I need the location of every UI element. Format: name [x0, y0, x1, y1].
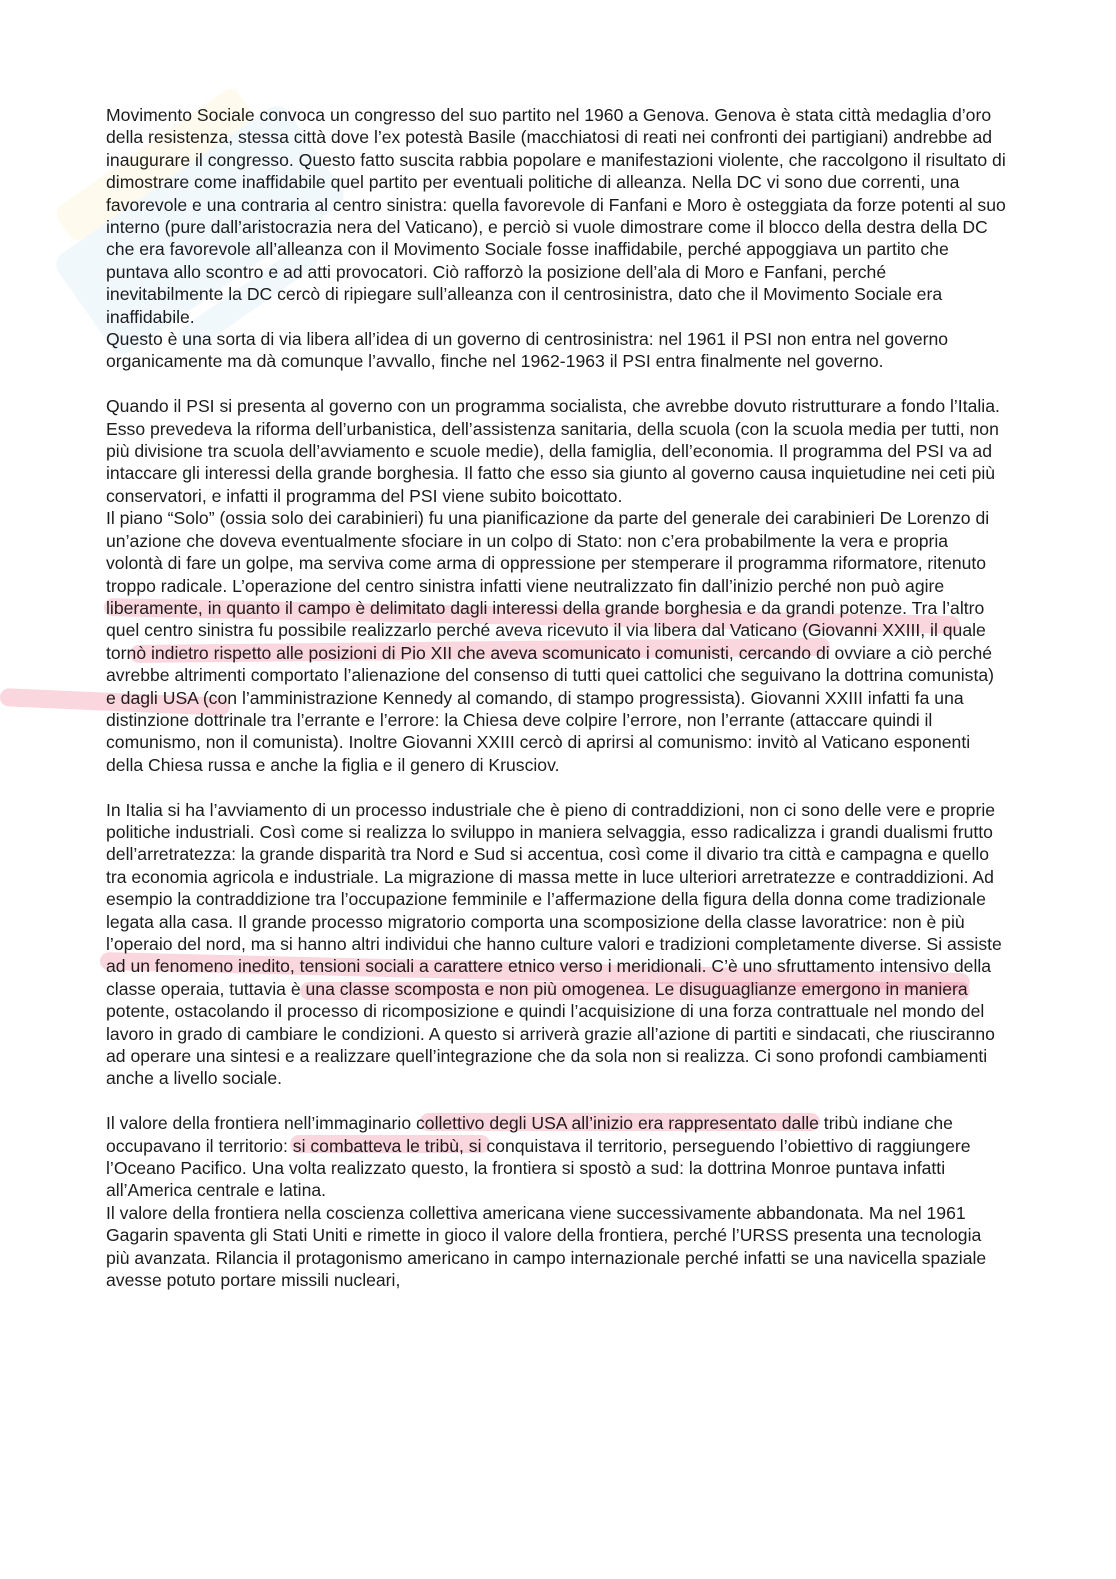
paragraph: Il valore della frontiera nella coscienza collettiva americana viene successivamente abbandonata. Ma nel 1961 Gagarin spaventa gli Stati Uniti e rimette in gioco il valore della frontiera, perché l’URSS presenta una tecnologia più avanzata. Rilancia il protagonismo americano in campo internazionale perché infatti se una navicella spaziale avesse potuto portare missili nucleari,	[106, 1202, 987, 1291]
paragraph: Il piano “Solo” (ossia solo dei carabinieri) fu una pianificazione da parte del generale dei carabinieri De Lorenzo di un’azione che doveva eventualmente sfociare in un colpo di Stato: non c’era probabilmente la vera e propria volontà di fare un golpe, ma serviva come arma di oppressione per stemperare il programma riformatore, ritenuto troppo radicale. L’operazione del centro sinistra infatti viene neutralizzato fin dall’inizio perché non può agire liberamente, in quanto il campo è delimitato dagli interessi della grande borghesia e da grandi potenze. Tra l’altro quel centro sinistra fu possibile realizzarlo perché aveva ricevuto il via libera dal Vaticano (Giovanni XXIII, il quale tornò indietro rispetto alle posizioni di Pio XII che aveva scomunicato i comunisti, cercando di ovviare a ciò perché avrebbe altrimenti comportato l’alienazione del consenso di tutti quei cattolici che seguivano la dottrina comunista) e dagli USA (con l’amministrazione Kennedy al comando, di stampo progressista). Giovanni XXIII infatti fa una distinzione dottrinale tra l’errante e l’errore: la Chiesa deve colpire l’errore, non l’errante (attaccare quindi il comunismo, non il comunista). Inoltre Giovanni XXIII cercò di aprirsi al comunismo: invitò al Vaticano esponenti della Chiesa russa e anche la figlia e il genero di Krusciov.	[106, 508, 995, 775]
paragraph: Questo è una sorta di via libera all’idea di un governo di centrosinistra: nel 1961 il PSI non entra nel governo organicamente ma dà comunque l’avvallo, finche nel 1962-1963 il PSI entra finalmente nel governo.	[106, 329, 949, 372]
paragraph: Movimento Sociale convoca un congresso del suo partito nel 1960 a Genova. Genova è stata città medaglia d’oro della resistenza, stessa città dove l’ex potestà Basile (macchiatosi di reati nei confronti dei partigiani) andrebbe ad inaugurare il congresso. Questo fatto suscita rabbia popolare e manifestazioni violente, che raccolgono il risultato di dimostrare come inaffidabile quel partito per eventuali politiche di alleanza. Nella DC vi sono due correnti, una favorevole e una contraria al centro sinistra: quella favorevole di Fanfani e Moro è osteggiata da forze potenti al suo interno (pure dall’aristocrazia nera del Vaticano), e perciò si vuole dimostrare come il blocco della destra della DC che era favorevole all’alleanza con il Movimento Sociale fosse inaffidabile, perché appoggiava un partito che puntava allo scontro e ad atti provocatori. Ciò rafforzò la posizione dell’ala di Moro e Fanfani, perché inevitabilmente la DC cercò di ripiegare sull’alleanza con il centrosinistra, dato che il Movimento Sociale era inaffidabile.	[106, 105, 1006, 327]
paragraph: Quando il PSI si presenta al governo con un programma socialista, che avrebbe dovuto ristrutturare a fondo l’Italia. Esso prevedeva la riforma dell’urbanistica, dell’assistenza sanitaria, della scuola (con la scuola media per tutti, non più divisione tra scuola dell’avviamento e scuole medie), della famiglia, dell’economia. Il programma del PSI va ad intaccare gli interessi della grande borghesia. Il fatto che esso sia giunto al governo causa inquietudine nei ceti più conservatori, e infatti il programma del PSI viene subito boicottato.	[106, 396, 1000, 506]
document-page	[106, 104, 1006, 1291]
paragraph: In Italia si ha l’avviamento di un processo industriale che è pieno di contraddizioni, non ci sono delle vere e proprie politiche industriali. Così come si realizza lo sviluppo in maniera selvaggia, esso radicalizza i grandi dualismi frutto dell’arretratezza: la grande disparità tra Nord e Sud si accentua, così come il divario tra città e campagna e quello tra economia agricola e industriale. La migrazione di massa mette in luce ulteriori arretratezze e contraddizioni. Ad esempio la contraddizione tra l’occupazione femminile e l’affermazione della figura della donna come tradizionale legata alla casa. Il grande processo migratorio comporta una scomposizione della classe lavoratrice: non è più l’operaio del nord, ma si hanno altri individui che hanno culture valori e tradizioni completamente diverse. Si assiste ad un fenomeno inedito, tensioni sociali a carattere etnico verso i meridionali. C’è uno sfruttamento intensivo della classe operaia, tuttavia è una classe scomposta e non più omogenea. Le disuguaglianze emergono in maniera potente, ostacolando il processo di ricomposizione e quindi l’acquisizione di una forza contrattuale nel mondo del lavoro in grado di cambiare le condizioni. A questo si arriverà grazie all’azione di partiti e sindacati, che riusciranno ad operare una sintesi e a realizzare quell’integrazione che da sola non si realizza. Ci sono profondi cambiamenti anche a livello sociale.	[106, 799, 1002, 1089]
paragraph: Il valore della frontiera nell’immaginario collettivo degli USA all’inizio era rappresentato dalle tribù indiane che occupavano il territorio: si combatteva le tribù, si conquistava il territorio, perseguendo l’obiettivo di raggiungere l’Oceano Pacifico. Una volta realizzato questo, la frontiera si spostò a sud: la dottrina Monroe puntava infatti all’America centrale e latina.	[106, 1113, 971, 1201]
